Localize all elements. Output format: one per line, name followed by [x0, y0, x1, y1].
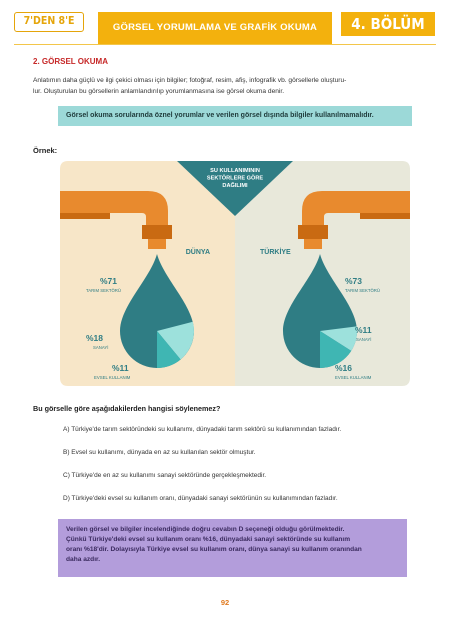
banner-line: SU KULLANIMININ: [210, 168, 260, 174]
turkey-industry-label: SANAYİ: [356, 337, 372, 342]
water-usage-infographic: [60, 161, 410, 386]
world-industry-label: SANAYİ: [93, 345, 109, 350]
chapter-badge: 4. BÖLÜM: [341, 12, 435, 36]
option-d: D) Türkiye'deki evsel su kullanım oranı, dünyadaki sanayi sektörünün su kullanımından fazladır.: [63, 495, 338, 502]
warning-box: Görsel okuma sorularında öznel yorumlar ve verilen görsel dışında bilgiler kullanılmamalıdır.: [58, 106, 412, 126]
world-agriculture-value: %71: [100, 276, 118, 286]
example-label: Örnek:: [33, 146, 58, 155]
world-label: DÜNYA: [185, 249, 210, 256]
grade-range-badge: 7'DEN 8'E: [14, 12, 84, 32]
turkey-agriculture-label: TARIM SEKTÖRÜ: [345, 288, 381, 293]
question-text: Bu görselle göre aşağıdakilerden hangisi söylenemez?: [33, 404, 221, 413]
page-number: 92: [220, 598, 230, 607]
world-domestic-value: %11: [112, 363, 129, 373]
turkey-agriculture-value: %73: [345, 276, 363, 286]
answer-line: Verilen görsel ve bilgiler incelendiğinde doğru cevabın D seçeneği olduğu görülmektedir.: [66, 526, 345, 533]
intro-line: Anlatımın daha güçlü ve ilgi çekici olması için bilgiler; fotoğraf, resim, afiş, infografik vb. görsellerle oluşturu-: [33, 77, 347, 84]
turkey-domestic-label: EVSEL KULLANIM: [335, 375, 372, 380]
turkey-domestic-value: %16: [335, 363, 353, 373]
header-divider: [14, 44, 436, 45]
turkey-industry-value: %11: [355, 325, 372, 335]
answer-line: daha azdır.: [66, 556, 101, 563]
section-title: 2. GÖRSEL OKUMA: [33, 57, 108, 66]
banner-line: SEKTÖRLERE GÖRE: [206, 175, 264, 182]
header-title: GÖRSEL YORUMLAMA VE GRAFİK OKUMA: [112, 22, 318, 33]
world-industry-value: %18: [86, 333, 104, 343]
answer-line: Çünkü Türkiye'deki evsel su kullanım oranı %16, dünyadaki sanayi sektöründe su kullanım: [66, 536, 351, 543]
intro-paragraph: [33, 76, 425, 97]
option-a: A) Türkiye'de tarım sektöründeki su kullanımı, dünyadaki tarım sektörü su kullanımından fazladır.: [63, 426, 342, 433]
world-agriculture-label: TARIM SEKTÖRÜ: [86, 288, 122, 293]
answer-line: oranı %18'dir. Dolayısıyla Türkiye evsel su kullanım oranı, dünya sanayi su kullanım oranından: [66, 546, 362, 553]
option-c: C) Türkiye'de en az su kullanımı sanayi sektöründe gerçekleşmektedir.: [63, 472, 267, 479]
intro-line: lur. Oluşturulan bu görsellerin anlamlandırılıp yorumlanmasına ise görsel okuma denir.: [33, 87, 285, 95]
option-b: B) Evsel su kullanımı, dünyada en az su kullanılan sektör olmuştur.: [63, 449, 256, 456]
world-domestic-label: EVSEL KULLANIM: [94, 375, 131, 380]
answer-box: [58, 519, 407, 577]
banner-line: DAĞILIMI: [222, 183, 248, 189]
turkey-label: TÜRKİYE: [260, 249, 291, 256]
